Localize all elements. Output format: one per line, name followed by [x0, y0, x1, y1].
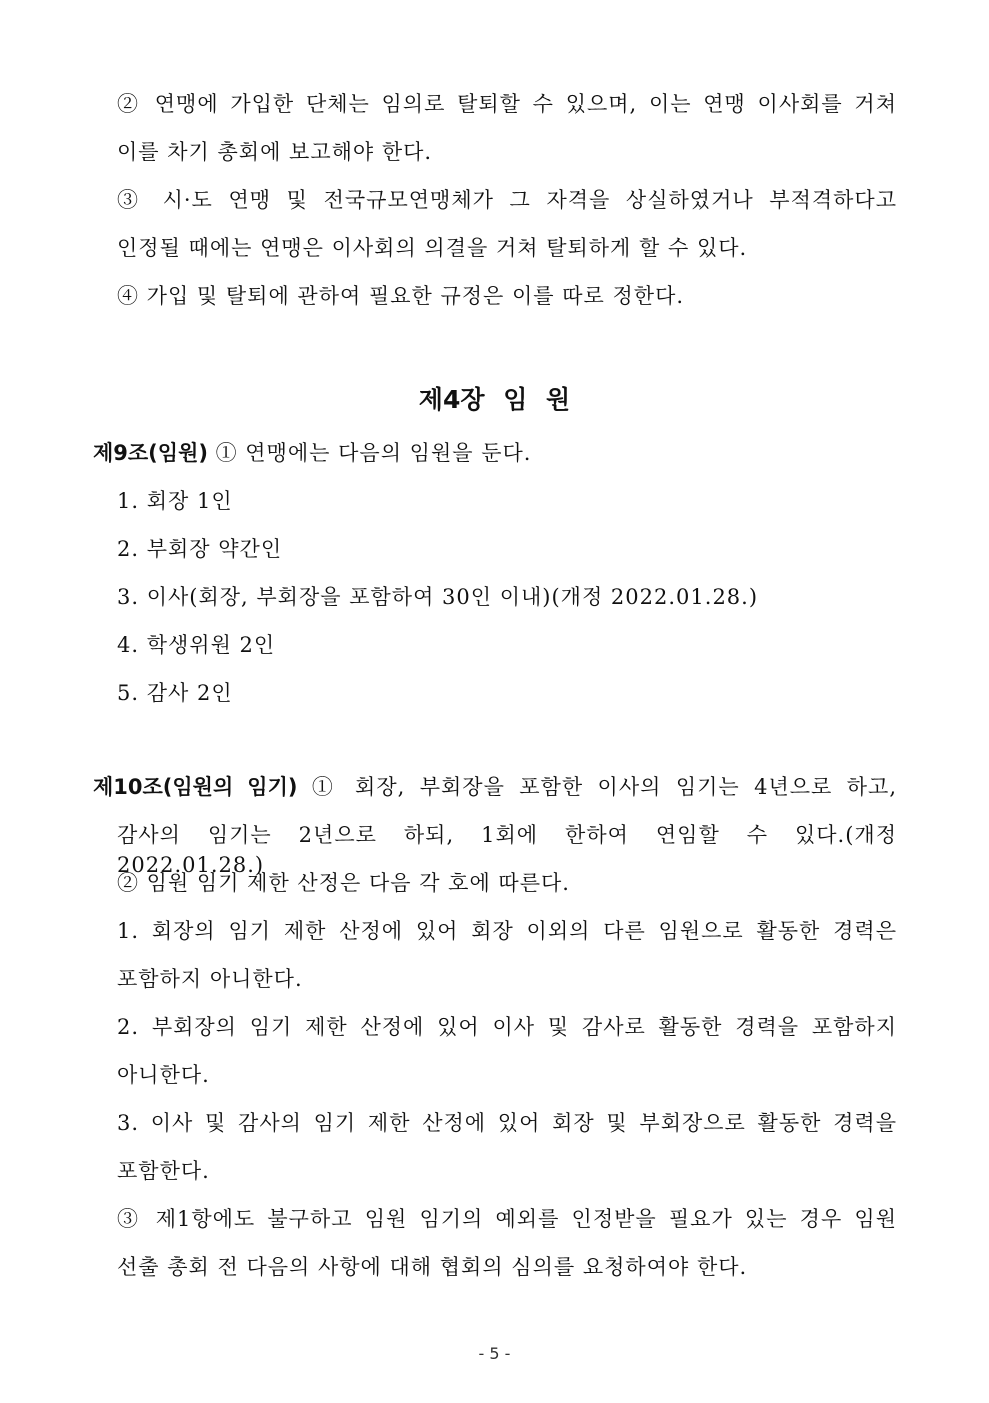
paragraph-4-line-1: ④ 가입 및 탈퇴에 관하여 필요한 규정은 이를 따로 정한다. — [117, 284, 685, 308]
paragraph-3-line-1: ③ 시·도 연맹 및 전국규모연맹체가 그 자격을 상실하였거나 부적격하다고 — [117, 188, 897, 212]
article-9-title: 제9조(임원) — [93, 441, 208, 465]
chapter-title: 제4장 임 원 — [418, 385, 571, 414]
article-9-item: 1. 회장 1인 — [117, 489, 233, 513]
article-10-title: 제10조(임원의 임기) — [93, 775, 298, 799]
page-number: - 5 - — [478, 1344, 511, 1363]
article-10-p3-line-2: 선출 총회 전 다음의 사항에 대해 협회의 심의를 요청하여야 한다. — [117, 1255, 748, 1279]
paragraph-3-line-2: 인정될 때에는 연맹은 이사회의 의결을 거쳐 탈퇴하게 할 수 있다. — [117, 236, 748, 260]
article-10-item-1-line-2: 포함하지 아니한다. — [117, 967, 303, 991]
article-10-item-2-line-2: 아니한다. — [117, 1063, 210, 1087]
paragraph-2-line-2: 이를 차기 총회에 보고해야 한다. — [117, 140, 433, 164]
article-10-item-3-line-2: 포함한다. — [117, 1159, 210, 1183]
article-10-item-3-line-1: 3. 이사 및 감사의 임기 제한 산정에 있어 회장 및 부회장으로 활동한 경력을 — [117, 1111, 897, 1135]
article-10-item-2-line-1: 2. 부회장의 임기 제한 산정에 있어 이사 및 감사로 활동한 경력을 포함하지 — [117, 1015, 897, 1039]
article-9-intro: ① 연맹에는 다음의 임원을 둔다. — [207, 441, 532, 465]
article-10-p3-line-1: ③ 제1항에도 불구하고 임원 임기의 예외를 인정받을 필요가 있는 경우 임원 — [117, 1207, 897, 1231]
article-9-item: 3. 이사(회장, 부회장을 포함하여 30인 이내)(개정 2022.01.28.) — [117, 585, 759, 609]
article-9-item: 5. 감사 2인 — [117, 681, 233, 705]
article-9-item: 4. 학생위원 2인 — [117, 633, 276, 657]
article-10-p1-line-2: 감사의 임기는 2년으로 하되, 1회에 한하여 연임할 수 있다.(개정 2022.01.28.) — [117, 823, 897, 877]
article-9-heading — [93, 438, 531, 468]
paragraph-2-line-1: ② 연맹에 가입한 단체는 임의로 탈퇴할 수 있으며, 이는 연맹 이사회를 거쳐 — [117, 92, 897, 116]
article-10-item-1-line-1: 1. 회장의 임기 제한 산정에 있어 회장 이외의 다른 임원으로 활동한 경력은 — [117, 919, 897, 943]
article-10-p2: ② 임원 임기 제한 산정은 다음 각 호에 따른다. — [117, 871, 570, 895]
article-10-heading — [93, 772, 897, 802]
article-10-p1-line-1: ① 회장, 부회장을 포함한 이사의 임기는 4년으로 하고, — [297, 775, 897, 799]
article-9-item: 2. 부회장 약간인 — [117, 537, 283, 561]
